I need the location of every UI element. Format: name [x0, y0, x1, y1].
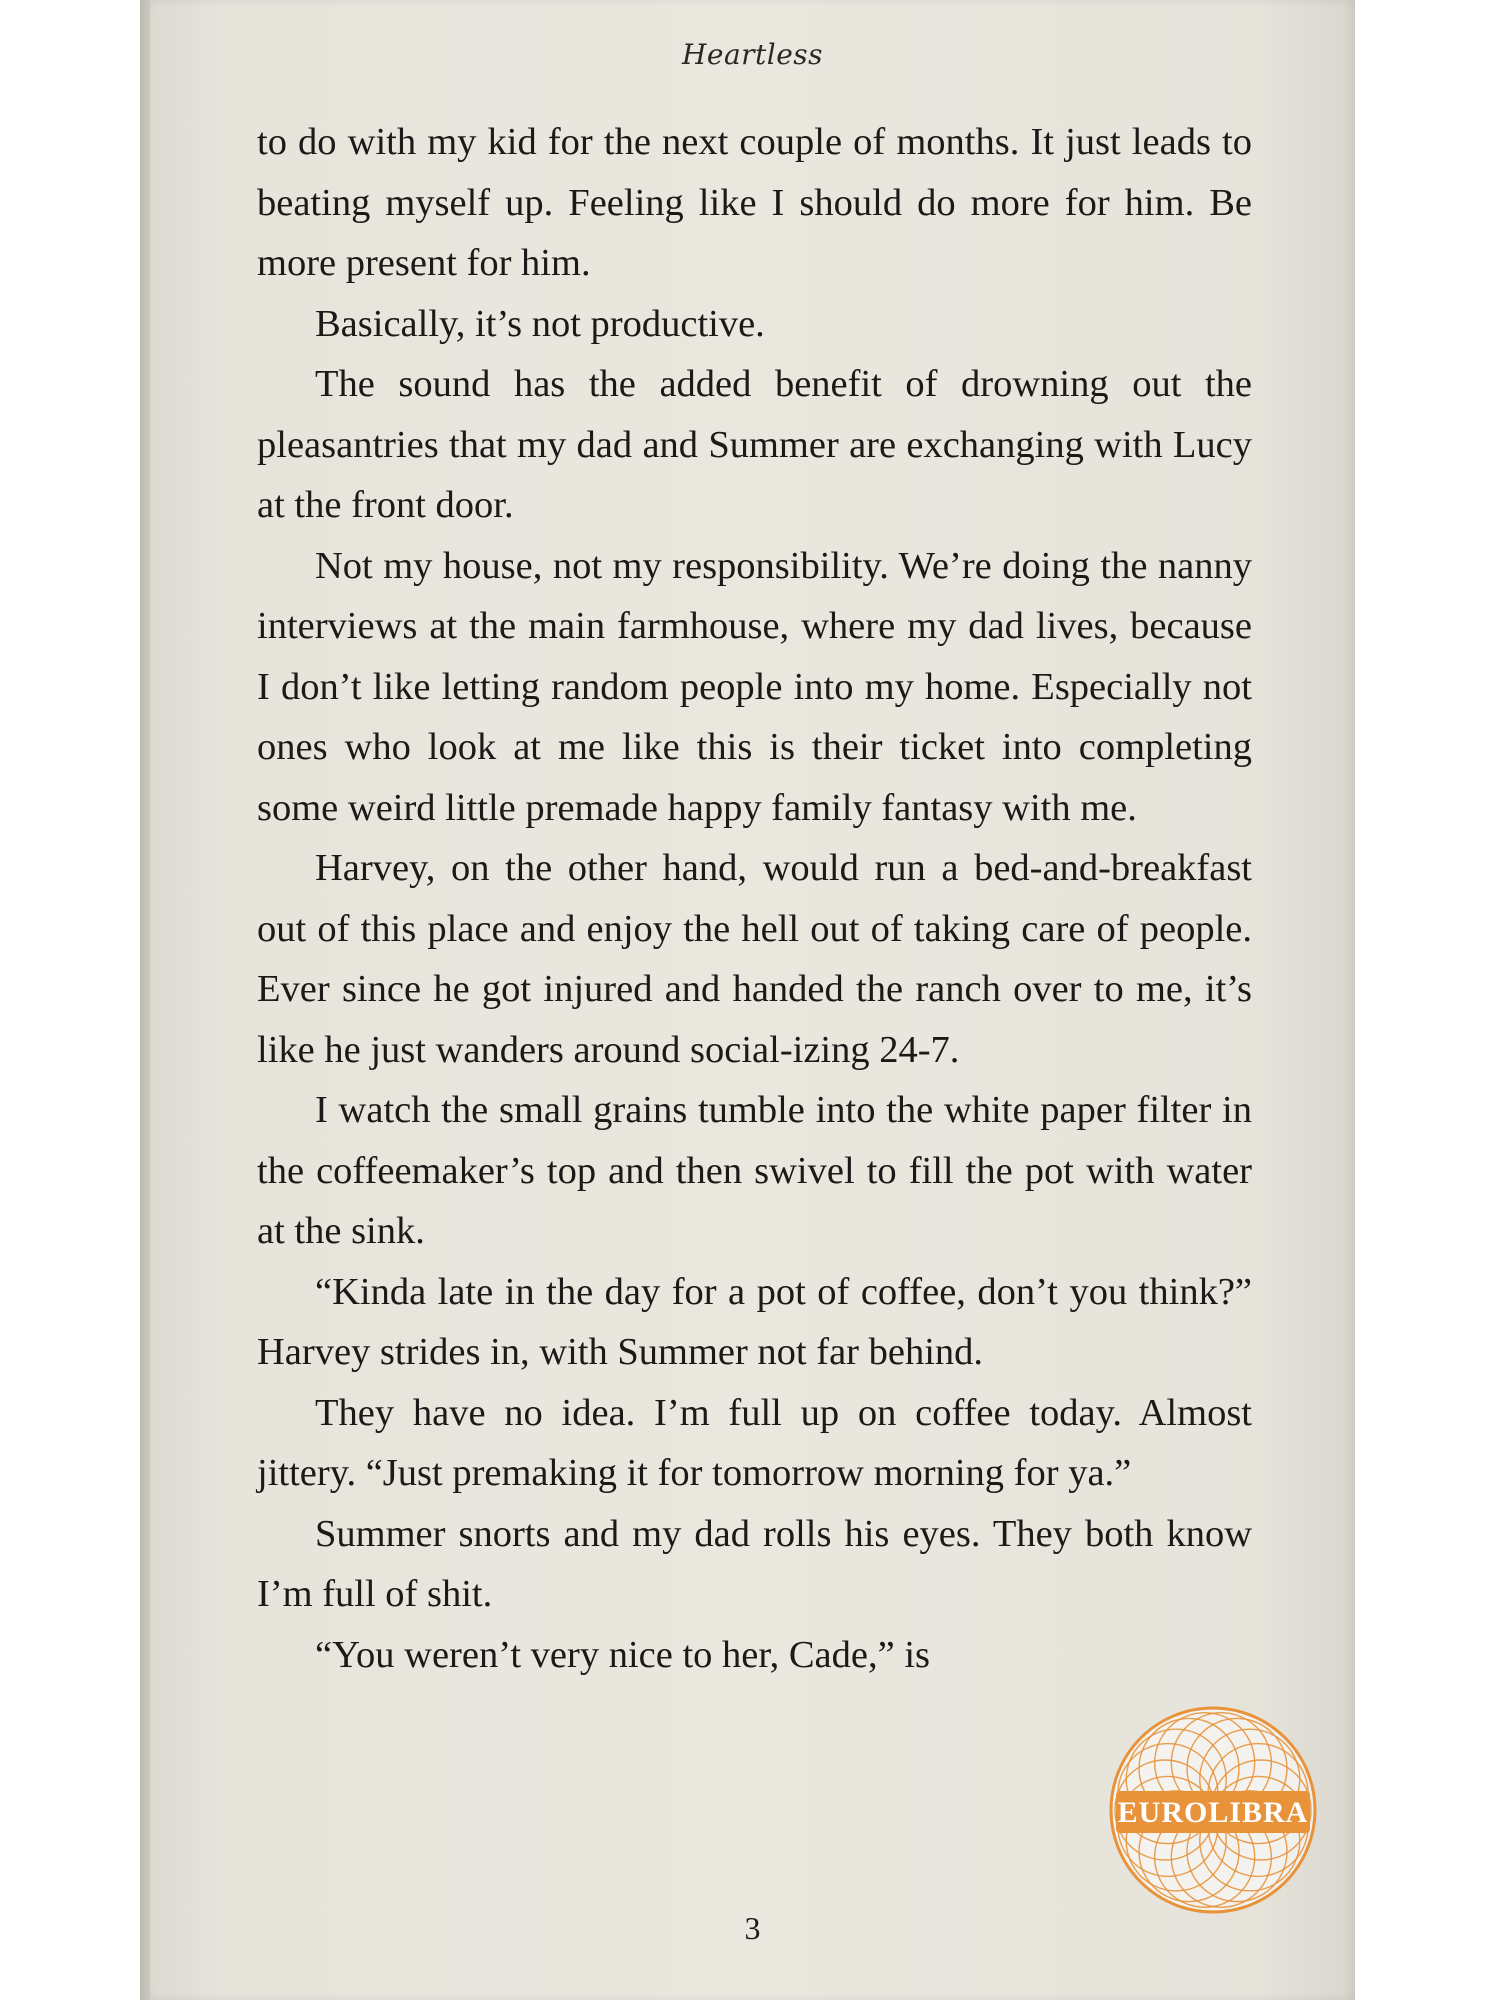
- paragraph-2: Basically, it’s not productive.: [315, 302, 765, 345]
- paragraph-6: I watch the small grains tumble into the white paper filter in the coffeemaker’s top and then swivel to fill the pot with water at the sink.: [257, 1089, 1252, 1252]
- eurolibra-seal-logo: [1108, 1705, 1318, 1915]
- paragraph-5: Harvey, on the other hand, would run a bed-and-breakfast out of this place and enjoy the hell out of taking care of people. Ever since he got injured and handed the ranch over to me, it’s like he just wanders around social-izing 24-7.: [257, 847, 1252, 1071]
- body-text: [257, 112, 1252, 1685]
- paragraph-3: The sound has the added benefit of drowning out the pleasantries that my dad and Summer are exchanging with Lucy at the front door.: [257, 363, 1252, 526]
- seal-label: EUROLIBRA: [1117, 1796, 1309, 1829]
- page-number: 3: [744, 1910, 761, 1946]
- paragraph-1: to do with my kid for the next couple of months. It just leads to beating myself up. Feeling like I should do more for him. Be more present for him.: [257, 121, 1252, 284]
- running-head: Heartless: [681, 38, 824, 71]
- seal-graphic: [1108, 1705, 1318, 1915]
- paragraph-9: Summer snorts and my dad rolls his eyes. They both know I’m full of shit.: [257, 1512, 1252, 1615]
- paragraph-7: “Kinda late in the day for a pot of coffee, don’t you think?” Harvey strides in, with Summer not far behind.: [257, 1270, 1252, 1373]
- book-page: [150, 0, 1355, 2000]
- paragraph-8: They have no idea. I’m full up on coffee today. Almost jittery. “Just premaking it for tomorrow morning for ya.”: [257, 1391, 1252, 1494]
- paragraph-10: “You weren’t very nice to her, Cade,” is: [315, 1633, 931, 1676]
- paragraph-4: Not my house, not my responsibility. We’re doing the nanny interviews at the main farmhouse, where my dad lives, because I don’t like letting random people into my home. Especially not ones who look at me like this is their ticket into completing some weird little premade happy family fantasy with me.: [257, 544, 1252, 829]
